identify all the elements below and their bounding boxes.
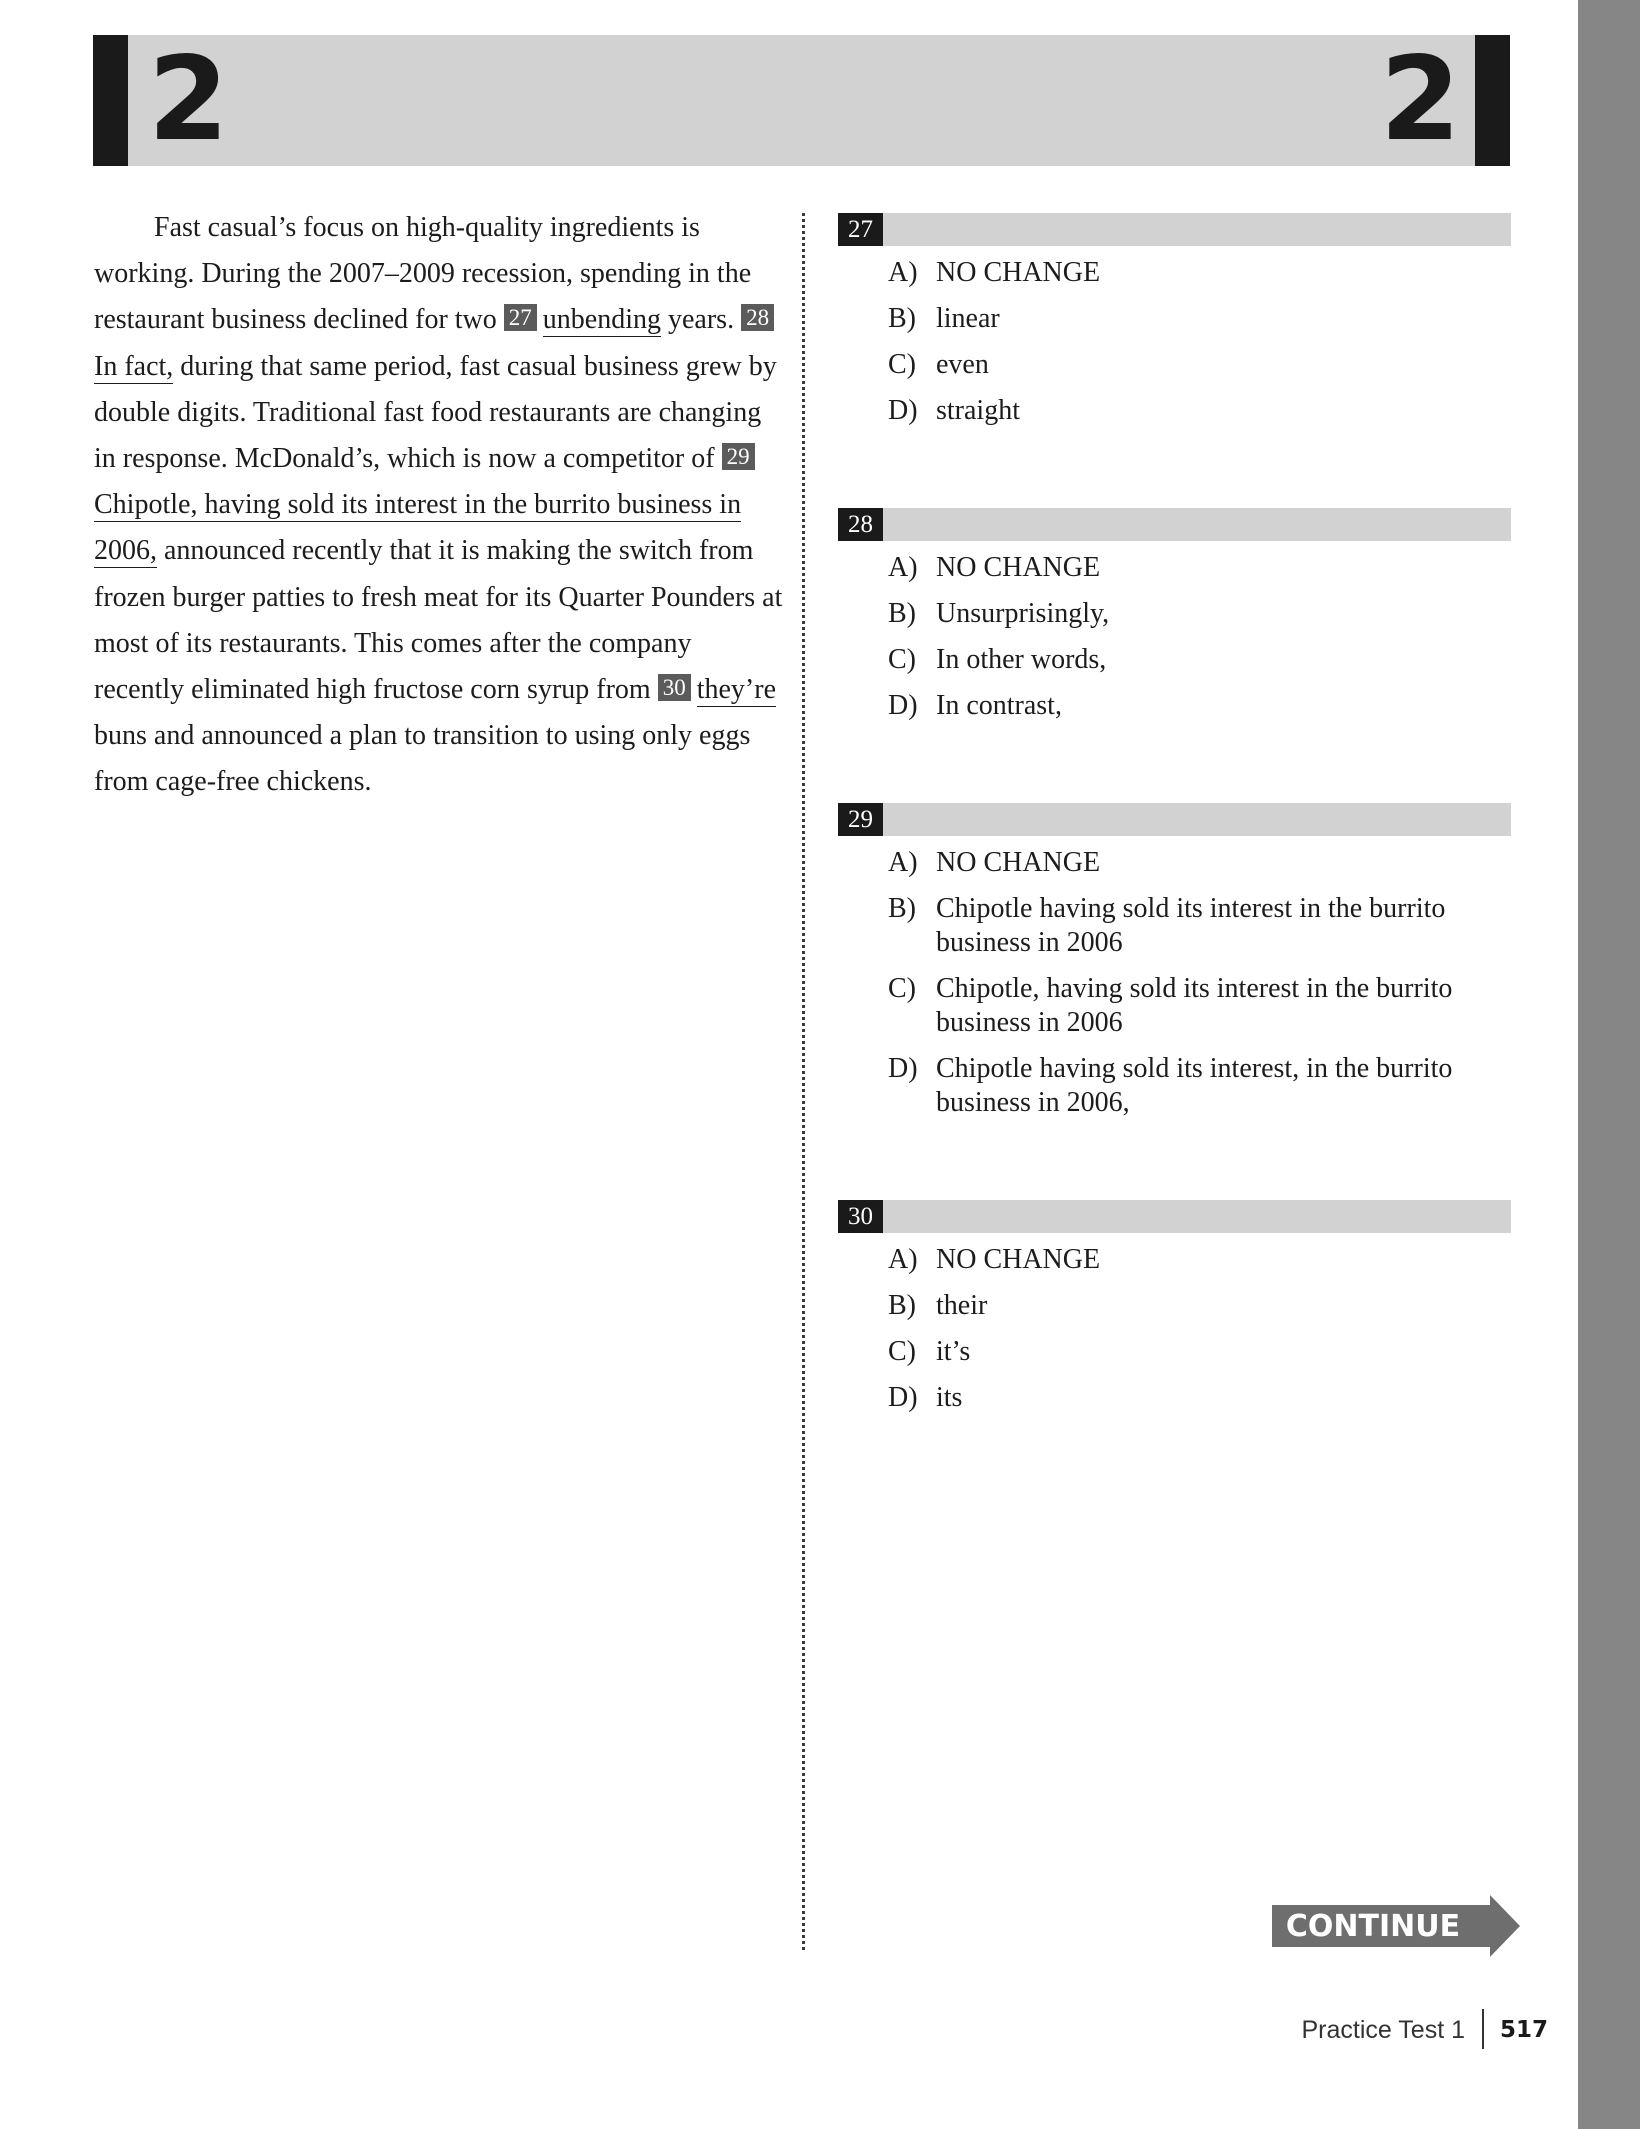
question-number: 27 [838,213,883,246]
choice-text: NO CHANGE [936,552,1101,583]
question-number: 28 [838,508,883,541]
question-header [838,508,1511,541]
question-ref-number: 29 [722,443,755,470]
choice-letter: A) [888,257,918,288]
answer-choices [888,846,1511,1120]
answer-choice[interactable] [888,1381,1511,1415]
choice-text: Unsurprisingly, [936,598,1110,629]
question-number: 30 [838,1200,883,1233]
choice-text: In contrast, [936,690,1062,721]
question-header [838,213,1511,246]
question-ref-number: 28 [741,304,774,331]
question-27 [838,213,1511,440]
choice-text: linear [936,303,1000,334]
choice-letter: B) [888,1290,916,1321]
choice-letter: D) [888,1382,918,1413]
answer-choice[interactable] [888,892,1511,960]
answer-choice[interactable] [888,1289,1511,1323]
answer-choice[interactable] [888,643,1511,677]
answer-choices [888,1243,1511,1415]
answer-choice[interactable] [888,597,1511,631]
passage-text: during that same period, fast casual business grew by double digits. Traditional fast food restaurants are changing in response. McDonald’s, which is now a competitor of [94,350,777,475]
answer-choices [888,551,1511,723]
choice-text: straight [936,395,1020,426]
header-right-marker [1475,35,1510,166]
continue-button[interactable] [1272,1895,1520,1957]
question-28 [838,508,1511,735]
choice-text: NO CHANGE [936,1244,1101,1275]
section-header-bar [93,32,1510,167]
choice-text: In other words, [936,644,1107,675]
choice-text: NO CHANGE [936,257,1101,288]
question-ref-number: 27 [504,304,537,331]
section-number-right: 2 [1380,32,1461,167]
answer-choice[interactable] [888,302,1511,336]
choice-letter: B) [888,893,916,924]
choice-text: NO CHANGE [936,847,1101,878]
answer-choice[interactable] [888,972,1511,1040]
passage-text: years. [661,304,742,336]
choice-letter: A) [888,552,918,583]
choice-letter: D) [888,395,918,426]
choice-letter: D) [888,1053,918,1084]
footer-test-label: Practice Test 1 [1301,2016,1465,2044]
choice-letter: A) [888,1244,918,1275]
passage-text: Fast casual’s focus on high-quality ingredients is working. During the 2007–2009 recession, spending in the restaurant business declined for two [94,212,752,336]
choice-letter: A) [888,847,918,878]
answer-choice[interactable] [888,348,1511,382]
choice-letter: C) [888,644,916,675]
answer-choice[interactable] [888,256,1511,290]
header-left-marker [93,35,128,166]
answer-choices [888,256,1511,428]
section-number-left: 2 [148,32,229,167]
question-number: 29 [838,803,883,836]
choice-letter: C) [888,973,916,1004]
underlined-phrase: In fact, [94,350,174,382]
answer-choice[interactable] [888,846,1511,880]
choice-letter: C) [888,349,916,380]
choice-letter: B) [888,303,916,334]
question-30 [838,1200,1511,1427]
question-header [838,803,1511,836]
underlined-phrase: they’re [696,674,777,706]
passage-text: buns and announced a plan to transition to using only eggs from cage-free chickens. [94,720,751,798]
choice-text: Chipotle, having sold its interest in the burrito business in 2006 [936,973,1453,1038]
answer-choice[interactable] [888,551,1511,585]
choice-text: Chipotle having sold its interest in the burrito business in 2006 [936,893,1446,958]
choice-text: it’s [936,1336,971,1367]
page-number: 517 [1500,2017,1549,2043]
choice-text: Chipotle having sold its interest, in the burrito business in 2006, [936,1053,1453,1118]
choice-text: its [936,1382,963,1413]
question-header [838,1200,1511,1233]
choice-letter: B) [888,598,916,629]
answer-choice[interactable] [888,1335,1511,1369]
choice-text: their [936,1290,988,1321]
reading-passage [94,205,784,806]
continue-label: CONTINUE [1285,1909,1461,1944]
page-edge-strip [1578,0,1640,2129]
choice-text: even [936,349,989,380]
answer-choice[interactable] [888,394,1511,428]
underlined-phrase: unbending [542,304,661,336]
question-29 [838,803,1511,1132]
passage-text: announced recently that it is making the switch from frozen burger patties to fresh meat for its Quarter Pounders at most of its restaurants. This comes after the company recently eliminated high fructose corn syrup from [94,535,783,706]
column-divider [802,213,805,1950]
footer-separator [1482,2009,1484,2049]
choice-letter: C) [888,1336,916,1367]
question-ref-number: 30 [658,674,691,701]
choice-letter: D) [888,690,918,721]
underlined-phrase: Chipotle, having sold its interest in the burrito business in 2006, [94,489,742,567]
answer-choice[interactable] [888,1052,1511,1120]
answer-choice[interactable] [888,689,1511,723]
answer-choice[interactable] [888,1243,1511,1277]
